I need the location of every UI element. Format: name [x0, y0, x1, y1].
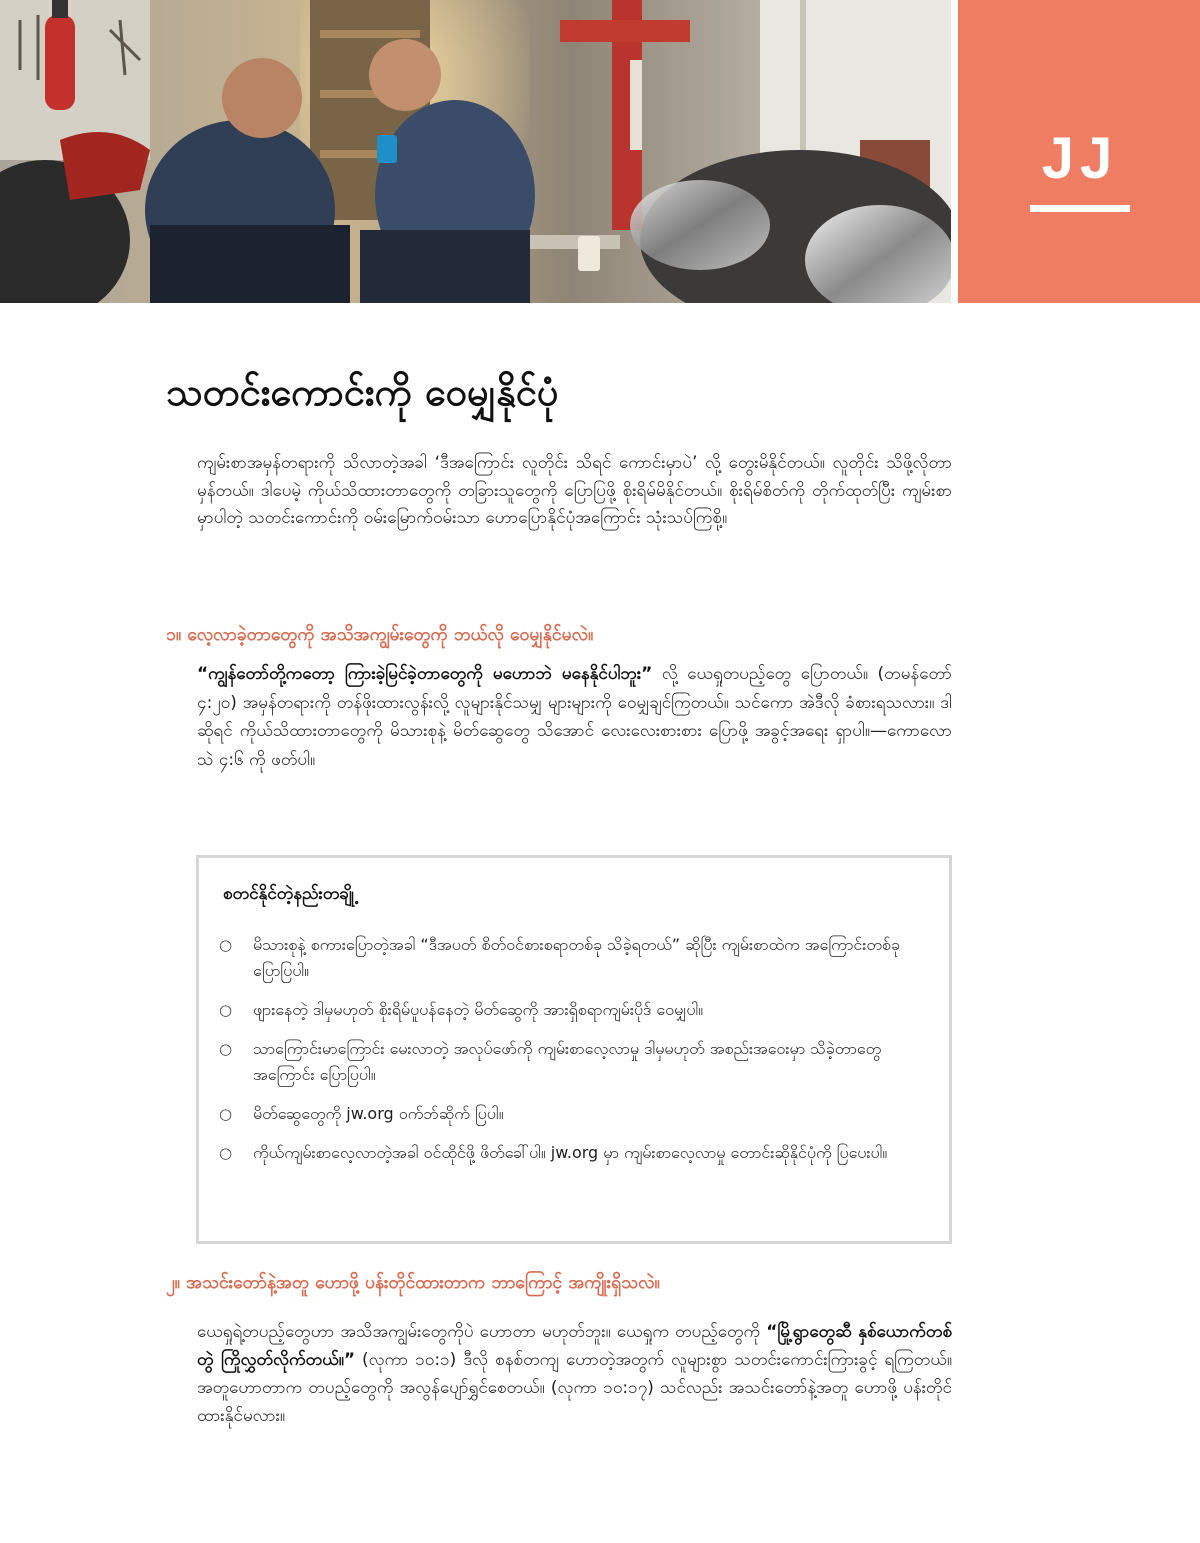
section-1-quote: “ကျွန်တော်တို့ကတော့ ကြားခဲ့မြင်ခဲ့တာတွေကို မဟောဘဲ မနေနိုင်ပါဘူး” [197, 664, 653, 684]
list-item [217, 1036, 917, 1088]
section-2-body-end: (လုကာ ၁၀:၁) ဒီလို စနစ်တကျ ဟောတဲ့အတွက် လူများစွာ သတင်းကောင်းကြားခွင့် ရကြတယ်။ အတူဟောတာက တပည့်တွေကို အလွန်ပျော်ရွှင်စေတယ်။ (လုကာ ၁၀:၁၇) သင်လည်း အသင်းတော်နဲ့အတူ ဟောဖို့ ပန်းတိုင်ထားနိုင်မလား။ [197, 1350, 952, 1426]
section-1-body: လို့ ယေရှုတပည့်တွေ ပြောတယ်။ (တမန်တော် ၄:၂၀) အမှန်တရားကို တန်ဖိုးထားလွန်းလို့ လူများနိုင်သမျှ များများကို ဝေမျှချင်ကြတယ်။ သင်ကော အဲဒီလို ခံစားရသလား။ ဒါဆိုရင် ကိုယ်သိထားတာတွေကို မိသားစုနဲ့ မိတ်ဆွေတွေ သိအောင် လေးလေးစားစား ပြောဖို့ အခွင့်အရေး ရှာပါ။—ကောလောသဲ ၄:၆ ကို ဖတ်ပါ။ [197, 664, 952, 770]
section-1-heading: ၁။ လေ့လာခဲ့တာတွေကို အသိအကျွမ်းတွေကို ဘယ်လို ဝေမျှနိုင်မလဲ။ [166, 625, 594, 645]
section-2-paragraph [197, 1318, 952, 1430]
tip-text: ကိုယ်ကျမ်းစာလေ့လာတဲ့အခါ ဝင်ထိုင်ဖို့ ဖိတ်ခေါ်ပါ။ jw.org မှာ ကျမ်းစာလေ့လာမှု တောင်းဆိုနိုင်ပုံကို ပြပေးပါ။ [253, 1143, 888, 1162]
intro-paragraph: ကျမ်းစာအမှန်တရားကို သိလာတဲ့အခါ ‘ဒီအကြောင်း လူတိုင်း သိရင် ကောင်းမှာပဲ’ လို့ တွေးမိနိုင်တယ်။ လူတိုင်း သိဖို့လိုတာ မှန်တယ်။ ဒါပေမဲ့ ကိုယ်သိထားတာတွေကို တခြားသူတွေကို ပြောပြဖို့ စိုးရိမ်မိနိုင်တယ်။ စိုးရိမ်စိတ်ကို တိုက်ထုတ်ပြီး ကျမ်းစာမှာပါတဲ့ သတင်းကောင်းကို ဝမ်းမြောက်ဝမ်းသာ ဟောပြောနိုင်ပုံအကြောင်း သုံးသပ်ကြစို့။ [197, 453, 952, 528]
list-item [217, 997, 917, 1023]
tip-text: မိတ်ဆွေတွေကို jw.org ဝက်ဘ်ဆိုက် ပြပါ။ [253, 1104, 504, 1123]
lesson-code: JJ [1041, 126, 1119, 191]
circle-bullet-icon: ○ [219, 1040, 233, 1058]
header-photo [0, 0, 951, 303]
list-item [217, 932, 917, 984]
circle-bullet-icon: ○ [219, 1144, 233, 1162]
tip-text: သာကြောင်းမာကြောင်း မေးလာတဲ့ အလုပ်ဖော်ကို ကျမ်းစာလေ့လာမှု ဒါမှမဟုတ် အစည်းအဝေးမှာ သိခဲ့တာတွေအကြောင်း ပြောပြပါ။ [253, 1039, 882, 1084]
page-title: သတင်းကောင်းကို ဝေမျှနိုင်ပုံ [166, 370, 559, 414]
section-2-quote: “မြို့ရွာတွေဆီ နှစ်ယောက်တစ်တွဲ ကြိုလွှတ်လိုက်တယ်။” [197, 1322, 953, 1370]
list-item [217, 1101, 917, 1127]
tips-list [217, 932, 917, 1179]
circle-bullet-icon: ○ [219, 1001, 233, 1019]
tip-text: ဖျားနေတဲ့ ဒါမှမဟုတ် စိုးရိမ်ပူပန်နေတဲ့ မိတ်ဆွေကို အားရှိစရာကျမ်းပိုဒ် ဝေမျှပါ။ [253, 1000, 704, 1019]
circle-bullet-icon: ○ [219, 1105, 233, 1123]
section-1-paragraph [197, 660, 952, 774]
badge-underline [1030, 205, 1130, 212]
circle-bullet-icon: ○ [219, 936, 233, 954]
tips-box [196, 855, 952, 1244]
tip-text: မိသားစုနဲ့ စကားပြောတဲ့အခါ “ဒီအပတ် စိတ်ဝင်စားစရာတစ်ခု သိခဲ့ရတယ်” ဆိုပြီး ကျမ်းစာထဲက အကြောင်းတစ်ခု ပြောပြပါ။ [253, 935, 900, 980]
section-2-body-start: ယေရှုရဲ့တပည့်တွေဟာ အသိအကျွမ်းတွေကိုပဲ ဟောတာ မဟုတ်ဘူး။ ယေရှုက တပည့်တွေကို [197, 1322, 767, 1342]
tips-title: စတင်နိုင်တဲ့နည်းတချို့ [223, 884, 355, 904]
list-item [217, 1140, 917, 1166]
section-2-heading: ၂။ အသင်းတော်နဲ့အတူ ဟောဖို့ ပန်းတိုင်ထားတာက ဘာကြောင့် အကျိုးရှိသလဲ။ [166, 1273, 660, 1293]
